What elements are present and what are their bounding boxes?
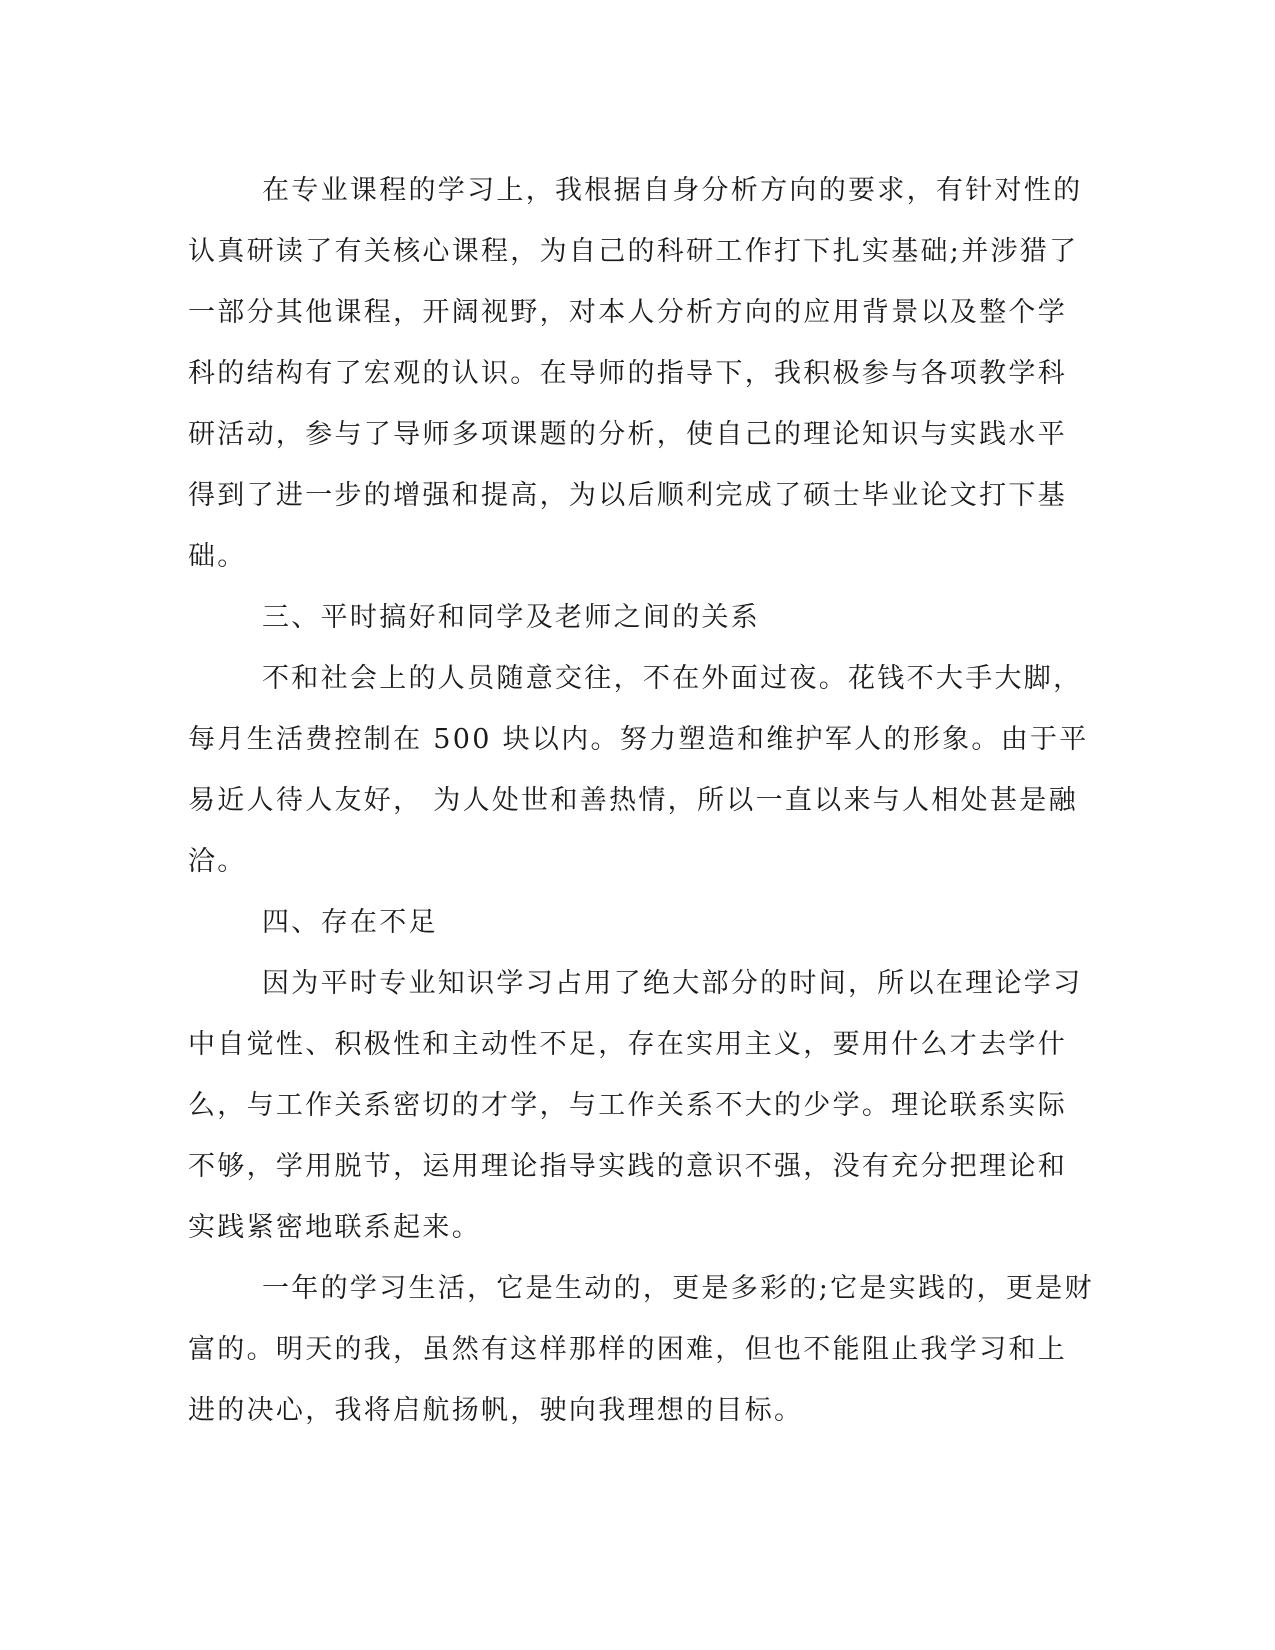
text-line: 础。 <box>188 541 247 572</box>
paragraph-conclusion <box>188 1258 1094 1441</box>
text-line: 一年的学习生活，它是生动的，更是多彩的;它是实践的，更是财 <box>262 1273 1094 1304</box>
text-line: 研活动，参与了导师多项课题的分析，使自己的理论知识与实践水平 <box>188 419 1067 450</box>
paragraph-shortcomings <box>188 953 1083 1258</box>
text-line: 富的。明天的我，虽然有这样那样的困难，但也不能阻止我学习和上 <box>188 1334 1067 1365</box>
text-line: 得到了进一步的增强和提高，为以后顺利完成了硕士毕业论文打下基 <box>188 480 1067 511</box>
text-line: 科的结构有了宏观的认识。在导师的指导下，我积极参与各项教学科 <box>188 358 1067 389</box>
text-line: 在专业课程的学习上，我根据自身分析方向的要求，有针对性的 <box>262 175 1083 206</box>
section-heading: 四、存在不足 <box>262 907 438 938</box>
text-line: 一部分其他课程，开阔视野，对本人分析方向的应用背景以及整个学 <box>188 297 1067 328</box>
text-line: 中自觉性、积极性和主动性不足，存在实用主义，要用什么才去学什 <box>188 1029 1067 1060</box>
text-line: 每月生活费控制在 500 块以内。努力塑造和维护军人的形象。由于平 <box>188 724 1089 755</box>
text-line: 实践紧密地联系起来。 <box>188 1212 481 1243</box>
text-line: 洽。 <box>188 846 247 877</box>
text-line: 认真研读了有关核心课程，为自己的科研工作打下扎实基础;并涉猎了 <box>188 236 1079 267</box>
text-line: 因为平时专业知识学习占用了绝大部分的时间，所以在理论学习 <box>262 968 1083 999</box>
text-line: 不和社会上的人员随意交往，不在外面过夜。花钱不大手大脚， <box>262 663 1083 694</box>
text-line: 么，与工作关系密切的才学，与工作关系不大的少学。理论联系实际 <box>188 1090 1067 1121</box>
section-heading-relations <box>188 587 1068 648</box>
paragraph-professional-study <box>188 160 1083 587</box>
paragraph-relations <box>188 648 1089 892</box>
text-line: 进的决心，我将启航扬帆，驶向我理想的目标。 <box>188 1395 804 1426</box>
section-heading: 三、平时搞好和同学及老师之间的关系 <box>262 602 761 633</box>
section-heading-shortcomings <box>188 892 1068 953</box>
document-body <box>188 160 1094 1441</box>
text-line: 易近人待人友好， 为人处世和善热情，所以一直以来与人相处甚是融 <box>188 785 1078 816</box>
text-line: 不够，学用脱节，运用理论指导实践的意识不强，没有充分把理论和 <box>188 1151 1067 1182</box>
